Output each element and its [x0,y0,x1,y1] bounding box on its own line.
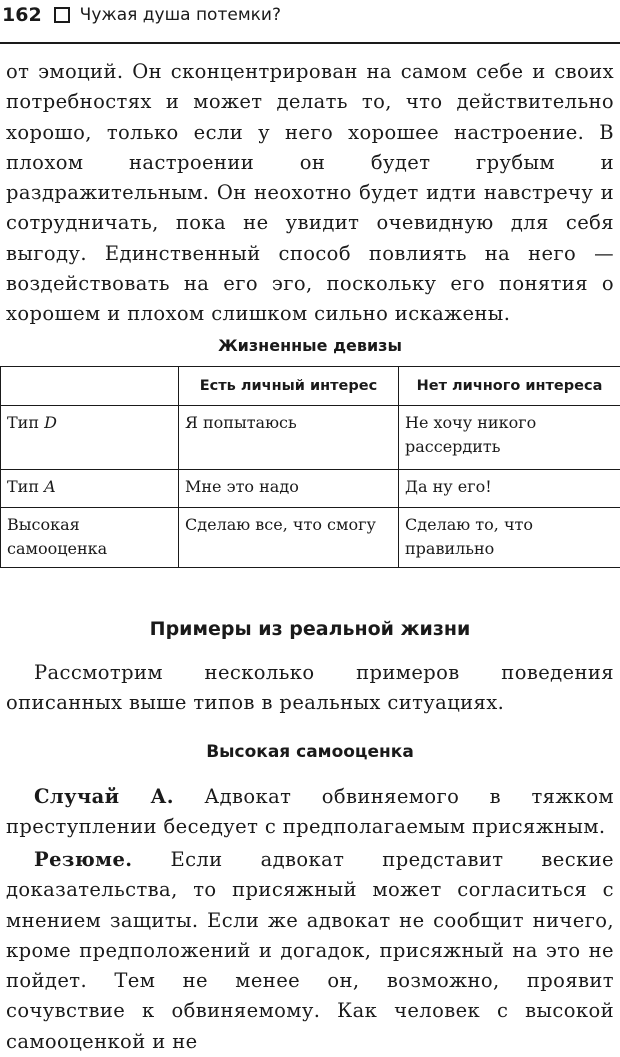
table-cell: Не хочу никого рассердить [399,406,620,470]
case-paragraph [6,782,614,843]
case-label: Случай А. [34,785,174,808]
section-heading: Примеры из реальной жизни [0,618,620,640]
row-label: Тип [7,477,44,496]
table-title: Жизненные девизы [0,336,620,355]
type-letter: A [44,477,56,496]
intro-paragraph: от эмоций. Он сконцентрирован на самом себе и своих потребностях и может делать то, что действительно хорошо, только если у него хорошее настроение. В плохом настроении он будет грубым и раздражительным. Он неохотно будет идти навстречу и сотрудничать, пока не увидит очевидную для себя выгоду. Единственный способ повлиять на него — воздействовать на его эго, поскольку его понятия о хорошем и плохом слишком сильно искажены. [6,57,614,330]
case-text: Адвокат обвиняемого в тяжком преступлении беседует с предполагаемым присяжным. [6,785,614,838]
table-cell: Сделаю то, что правильно [399,508,620,568]
table-row [1,508,620,568]
table-cell: Сделаю все, что смогу [179,508,399,568]
row-label-cell [1,406,179,470]
table-cell: Мне это надо [179,470,399,508]
row-label-cell [1,470,179,508]
table-header-cell: Есть личный интерес [179,367,399,406]
row-label-cell: Высокая самооценка [1,508,179,568]
running-head [2,0,281,30]
table-header-cell: Нет личного интереса [399,367,620,406]
summary-label: Резюме. [34,848,132,871]
book-title: Чужая душа потемки? [80,5,281,25]
table-header-row [1,367,620,406]
table-row [1,406,620,470]
page-number: 162 [2,4,42,26]
section-paragraph: Рассмотрим несколько примеров поведения описанных выше типов в реальных ситуациях. [6,658,614,719]
table-header-cell [1,367,179,406]
mottos-table [0,366,620,568]
summary-text: Если адвокат представит веские доказательства, то присяжный может согласиться с мнением защиты. Если же адвокат не сообщит ничего, кроме предположений и догадок, присяжный на это не пойдет. Тем не менее он, возможно, проявит сочувствие к обвиняемому. Как человек с высокой самооценкой и не [6,848,614,1053]
table-cell: Я попытаюсь [179,406,399,470]
table-cell: Да ну его! [399,470,620,508]
subsection-heading: Высокая самооценка [0,742,620,762]
mottos-table-container [0,366,620,568]
row-label: Тип [7,413,44,432]
type-letter: D [44,413,57,432]
summary-paragraph [6,845,614,1057]
table-row [1,470,620,508]
checkbox-square-icon [54,7,70,23]
header-rule [0,42,620,44]
